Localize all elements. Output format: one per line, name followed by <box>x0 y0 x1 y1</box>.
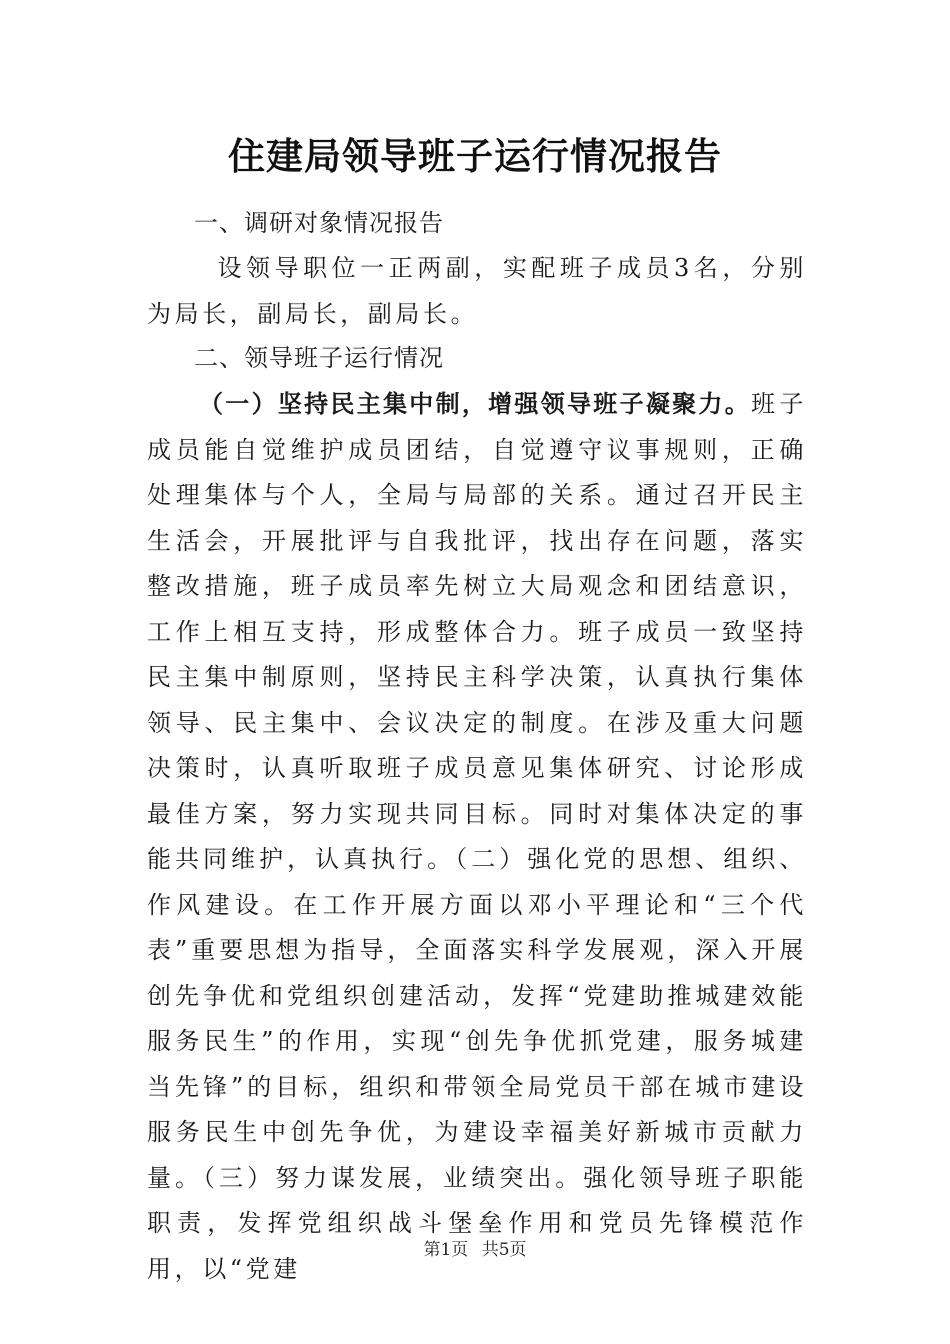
section-2-body: 班子成员能自觉维护成员团结，自觉遵守议事规则，正确处理集体与个人，全局与局部的关系。通过召开民主生活会，开展批评与自我批评，找出存在问题，落实整改措施，班子成员率先树立大局观念和团结意识，工作上相互支持，形成整体合力。班子成员一致坚持民主集中制原则，坚持民主科学决策，认真执行集体领导、民主集中、会议决定的制度。在涉及重大问题决策时，认真听取班子成员意见集体研究、讨论形成最佳方案，努力实现共同目标。同时对集体决定的事能共同维护，认真执行。（二）强化党的思想、组织、作风建设。在工作开展方面以邓小平理论和“三个代表”重要思想为指导，全面落实科学发展观，深入开展创先争优和党组织创建活动，发挥“党建助推城建效能服务民生”的作用，实现“创先争优抓党建，服务城建当先锋”的目标，组织和带领全局党员干部在城市建设服务民生中创先争优，为建设幸福美好新城市贡献力量。（三）努力谋发展，业绩突出。强化领导班子职能职责，发挥党组织战斗堡垒作用和党员先锋模范作用，以“党建 <box>147 390 808 1283</box>
section-2-paragraph <box>147 382 807 1292</box>
page-footer <box>0 1238 950 1262</box>
section-2-heading: 二、领导班子运行情况 <box>194 344 444 372</box>
document-title: 住建局领导班子运行情况报告 <box>228 134 722 178</box>
section-1-heading: 一、调研对象情况报告 <box>194 209 444 237</box>
page-number-total: 共5页 <box>481 1240 527 1260</box>
page-number-current: 第1页 <box>423 1240 469 1260</box>
section-1-paragraph: 设领导职位一正两副，实配班子成员3名，分别为局长，副局长，副局长。 <box>147 254 807 328</box>
subsection-1-lead: （一）坚持民主集中制，增强领导班子凝聚力。 <box>199 390 752 418</box>
